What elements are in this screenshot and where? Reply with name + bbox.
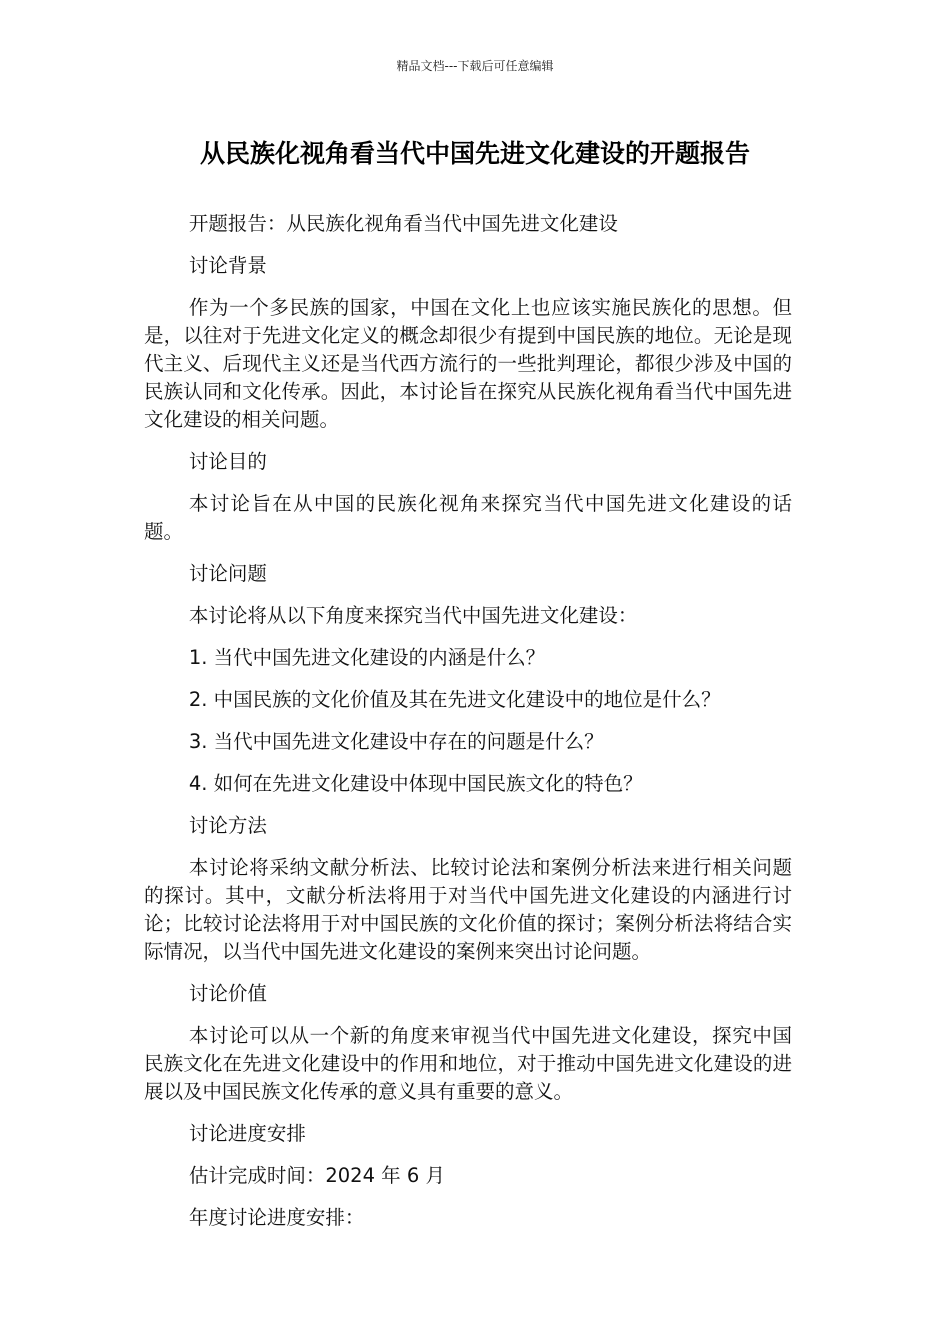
questions-intro-paragraph: 本讨论将从以下角度来探究当代中国先进文化建设： [188, 604, 638, 627]
questions-heading: 讨论问题 [188, 562, 267, 585]
document-body [144, 210, 792, 1246]
completion-time-paragraph: 估计完成时间：2024 年 6 月 [188, 1164, 445, 1187]
purpose-heading: 讨论目的 [188, 450, 267, 473]
schedule-heading: 讨论进度安排 [188, 1122, 306, 1145]
annual-schedule-label: 年度讨论进度安排： [188, 1206, 365, 1229]
document-title: 从民族化视角看当代中国先进文化建设的开题报告 [199, 139, 750, 168]
background-paragraph: 作为一个多民族的国家，中国在文化上也应该实施民族化的思想。但是，以往对于先进文化定义的概念却很少有提到中国民族的地位。无论是现代主义、后现代主义还是当代西方流行的一些批判理论，都很少涉及中国的民族认同和文化传承。因此，本讨论旨在探究从民族化视角看当代中国先进文化建设的相关问题。 [144, 296, 792, 431]
value-heading: 讨论价值 [188, 982, 267, 1005]
question-item-2: 2. 中国民族的文化价值及其在先进文化建设中的地位是什么？ [188, 688, 721, 711]
value-paragraph: 本讨论可以从一个新的角度来审视当代中国先进文化建设，探究中国民族文化在先进文化建设中的作用和地位，对于推动中国先进文化建设的进展以及中国民族文化传承的意义具有重要的意义。 [144, 1024, 792, 1103]
question-item-1: 1. 当代中国先进文化建设的内涵是什么？ [188, 646, 546, 669]
question-item-4: 4. 如何在先进文化建设中体现中国民族文化的特色？ [188, 772, 643, 795]
page-header-watermark: 精品文档---下载后可任意编辑 [396, 59, 554, 73]
question-item-3: 3. 当代中国先进文化建设中存在的问题是什么？ [188, 730, 604, 753]
purpose-paragraph: 本讨论旨在从中国的民族化视角来探究当代中国先进文化建设的话题。 [144, 492, 792, 543]
method-paragraph: 本讨论将采纳文献分析法、比较讨论法和案例分析法来进行相关问题的探讨。其中，文献分析法将用于对当代中国先进文化建设的内涵进行讨论；比较讨论法将用于对中国民族的文化价值的探讨；案例分析法将结合实际情况，以当代中国先进文化建设的案例来突出讨论问题。 [144, 856, 792, 963]
method-heading: 讨论方法 [188, 814, 267, 837]
background-heading: 讨论背景 [188, 254, 267, 277]
intro-paragraph: 开题报告：从民族化视角看当代中国先进文化建设 [188, 212, 618, 235]
